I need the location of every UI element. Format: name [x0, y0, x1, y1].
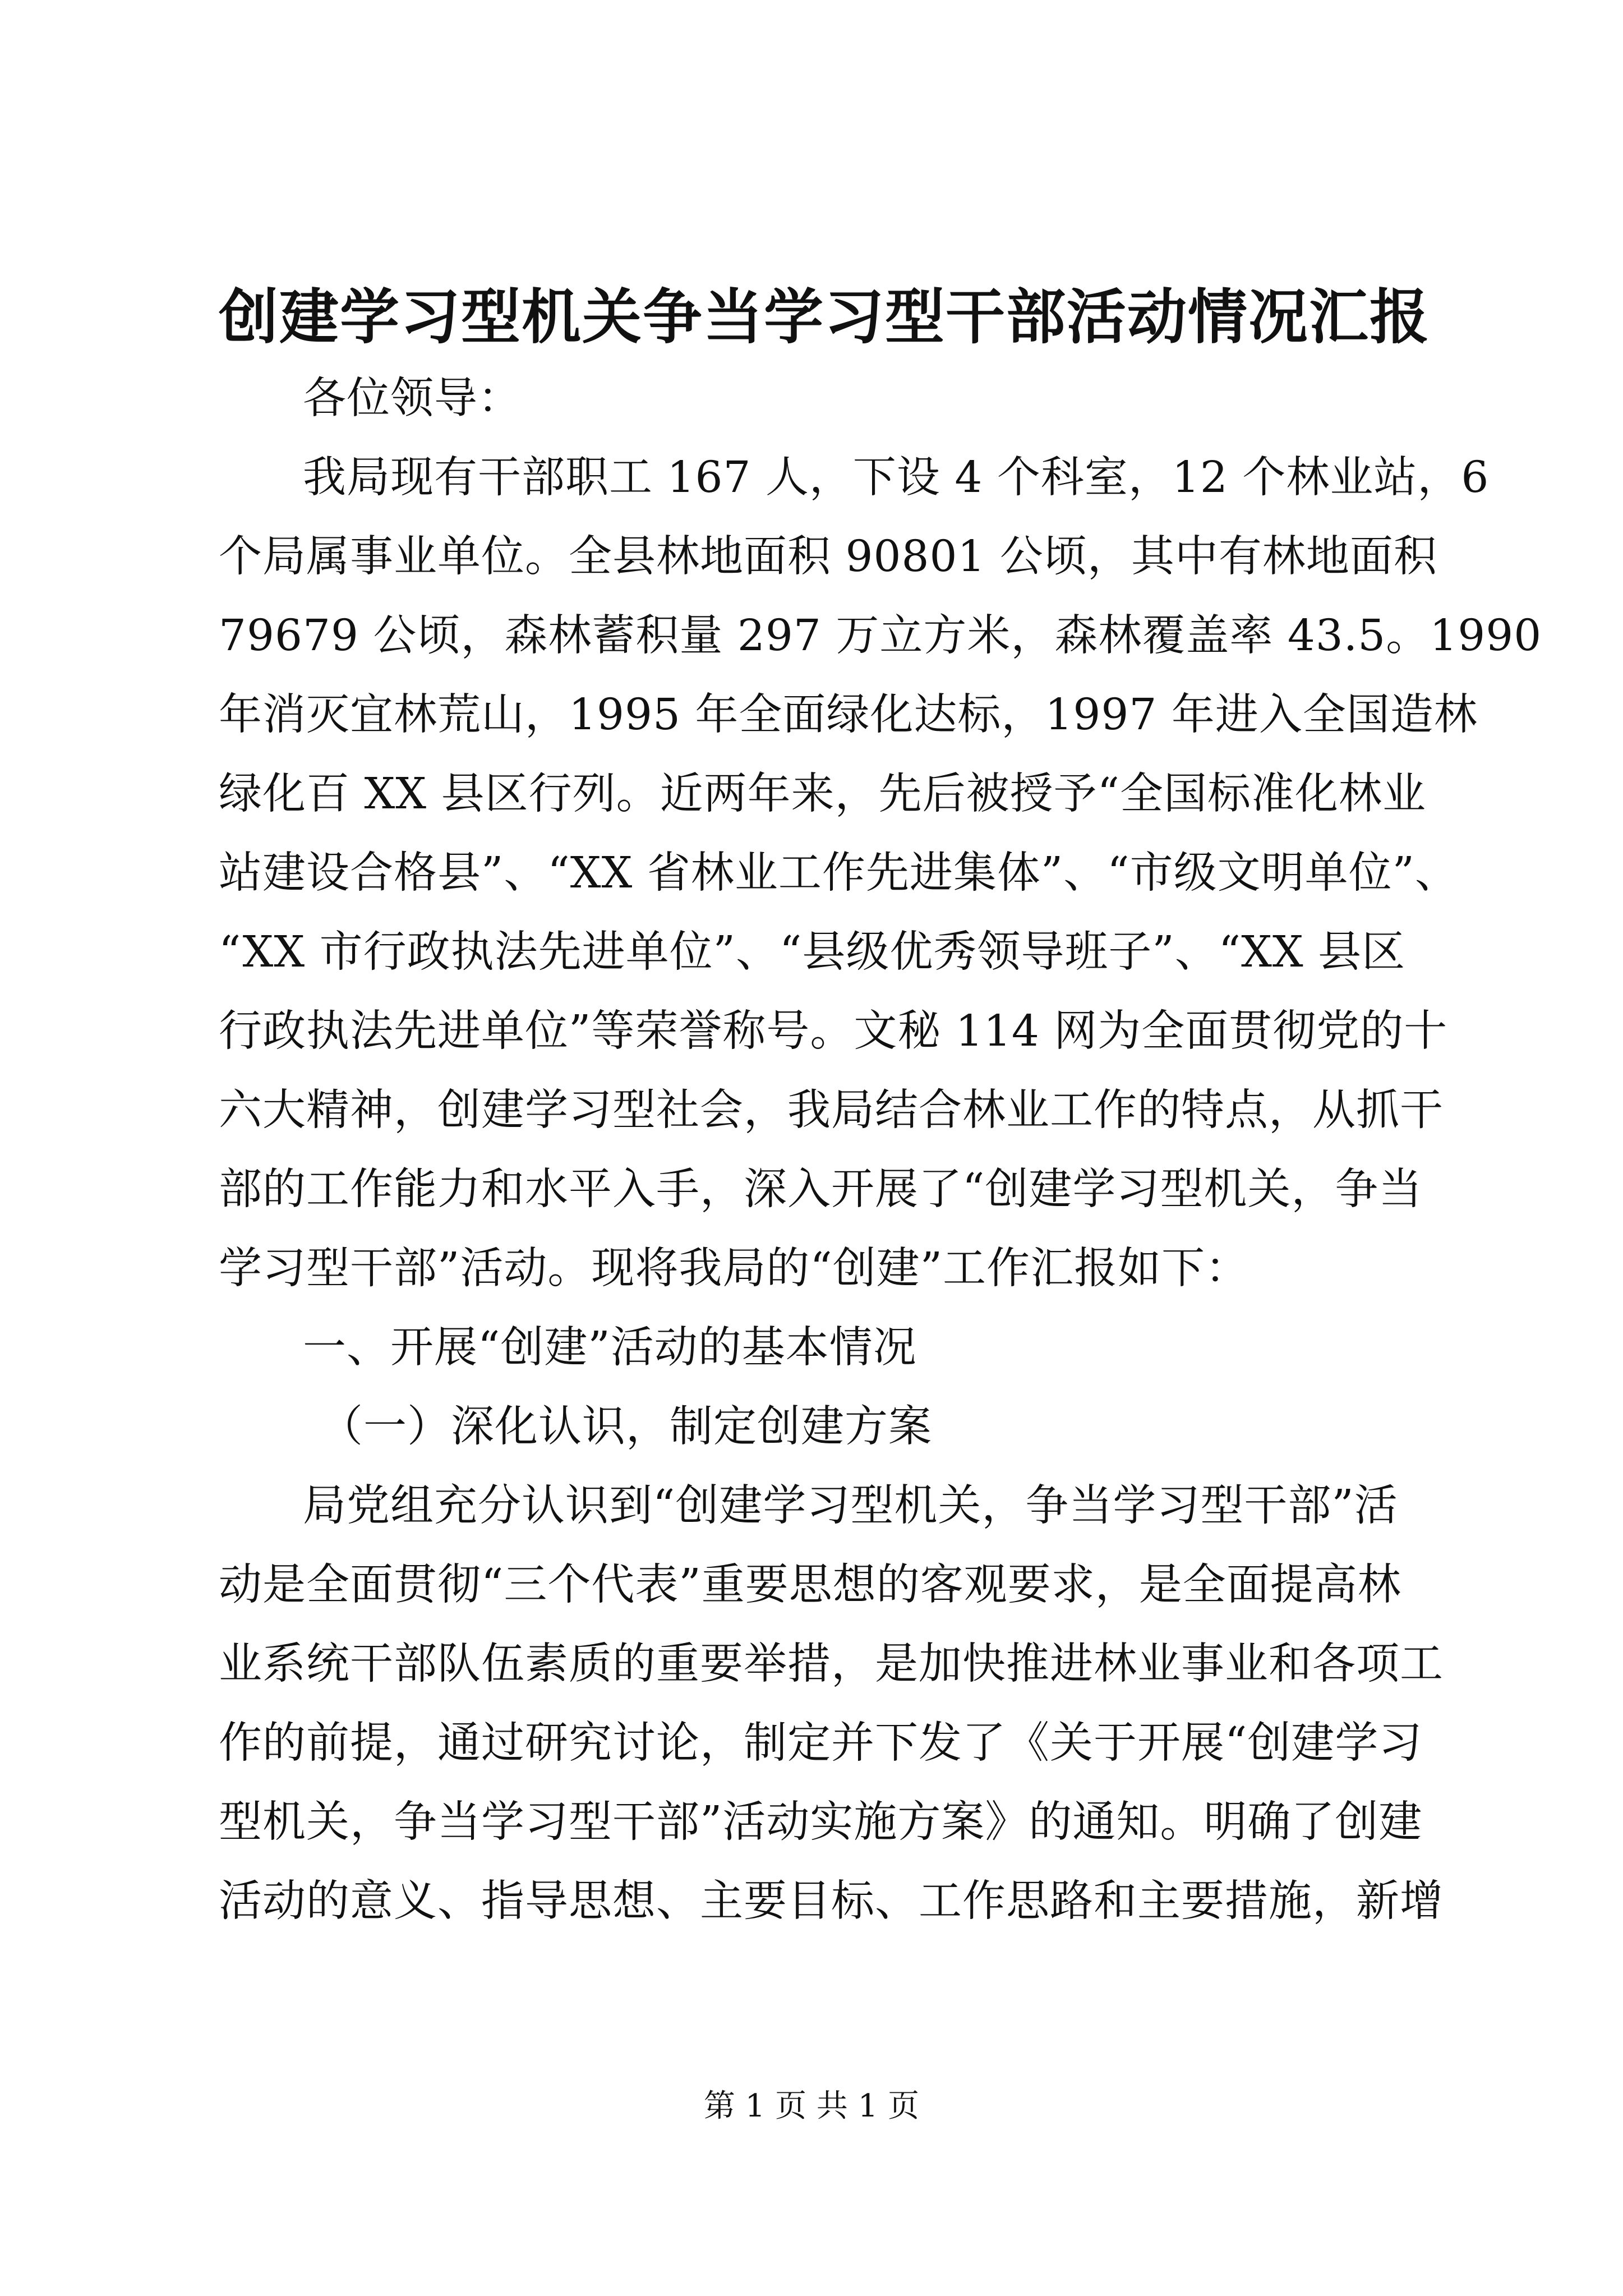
section-heading: 一、开展“创建”活动的基本情况	[303, 1323, 917, 1373]
body-line: 局党组充分认识到“创建学习型机关，争当学习型干部”活	[303, 1481, 1398, 1531]
body-line: 作的前提，通过研究讨论，制定并下发了《关于开展“创建学习	[219, 1718, 1423, 1768]
body-line: 六大精神，创建学习型社会，我局结合林业工作的特点，从抓干	[219, 1085, 1444, 1135]
body-line: 行政执法先进单位”等荣誉称号。文秘 114 网为全面贯彻党的十	[219, 1006, 1448, 1056]
body-line: 个局属事业单位。全县林地面积 90801 公顷，其中有林地面积	[219, 532, 1437, 582]
body-line: 绿化百 XX 县区行列。近两年来，先后被授予“全国标准化林业	[219, 769, 1426, 819]
body-line: “XX 市行政执法先进单位”、“县级优秀领导班子”、“XX 县区	[219, 927, 1406, 977]
body-line: 年消灭宜林荒山，1995 年全面绿化达标，1997 年进入全国造林	[219, 690, 1478, 740]
body-line: 学习型干部”活动。现将我局的“创建”工作汇报如下：	[219, 1244, 1249, 1294]
subsection-heading: （一）深化认识，制定创建方案	[320, 1402, 932, 1452]
body-line: 我局现有干部职工 167 人，下设 4 个科室，12 个林业站，6	[303, 453, 1490, 503]
salutation-line: 各位领导：	[303, 374, 522, 424]
page-footer: 第 1 页 共 1 页	[703, 2088, 920, 2124]
body-line: 部的工作能力和水平入手，深入开展了“创建学习型机关，争当	[219, 1165, 1423, 1214]
body-line: 活动的意义、指导思想、主要目标、工作思路和主要措施，新增	[219, 1876, 1444, 1926]
document-body	[219, 359, 1542, 1941]
body-line: 型机关，争当学习型干部”活动实施方案》的通知。明确了创建	[219, 1797, 1423, 1847]
body-line: 79679 公顷，森林蓄积量 297 万立方米，森林覆盖率 43.5。1990	[219, 611, 1542, 661]
document-title: 创建学习型机关争当学习型干部活动情况汇报	[219, 282, 1430, 352]
body-line: 业系统干部队伍素质的重要举措，是加快推进林业事业和各项工	[219, 1639, 1444, 1689]
body-line: 动是全面贯彻“三个代表”重要思想的客观要求，是全面提高林	[219, 1560, 1401, 1610]
body-line: 站建设合格县”、“XX 省林业工作先进集体”、“市级文明单位”、	[219, 848, 1459, 898]
